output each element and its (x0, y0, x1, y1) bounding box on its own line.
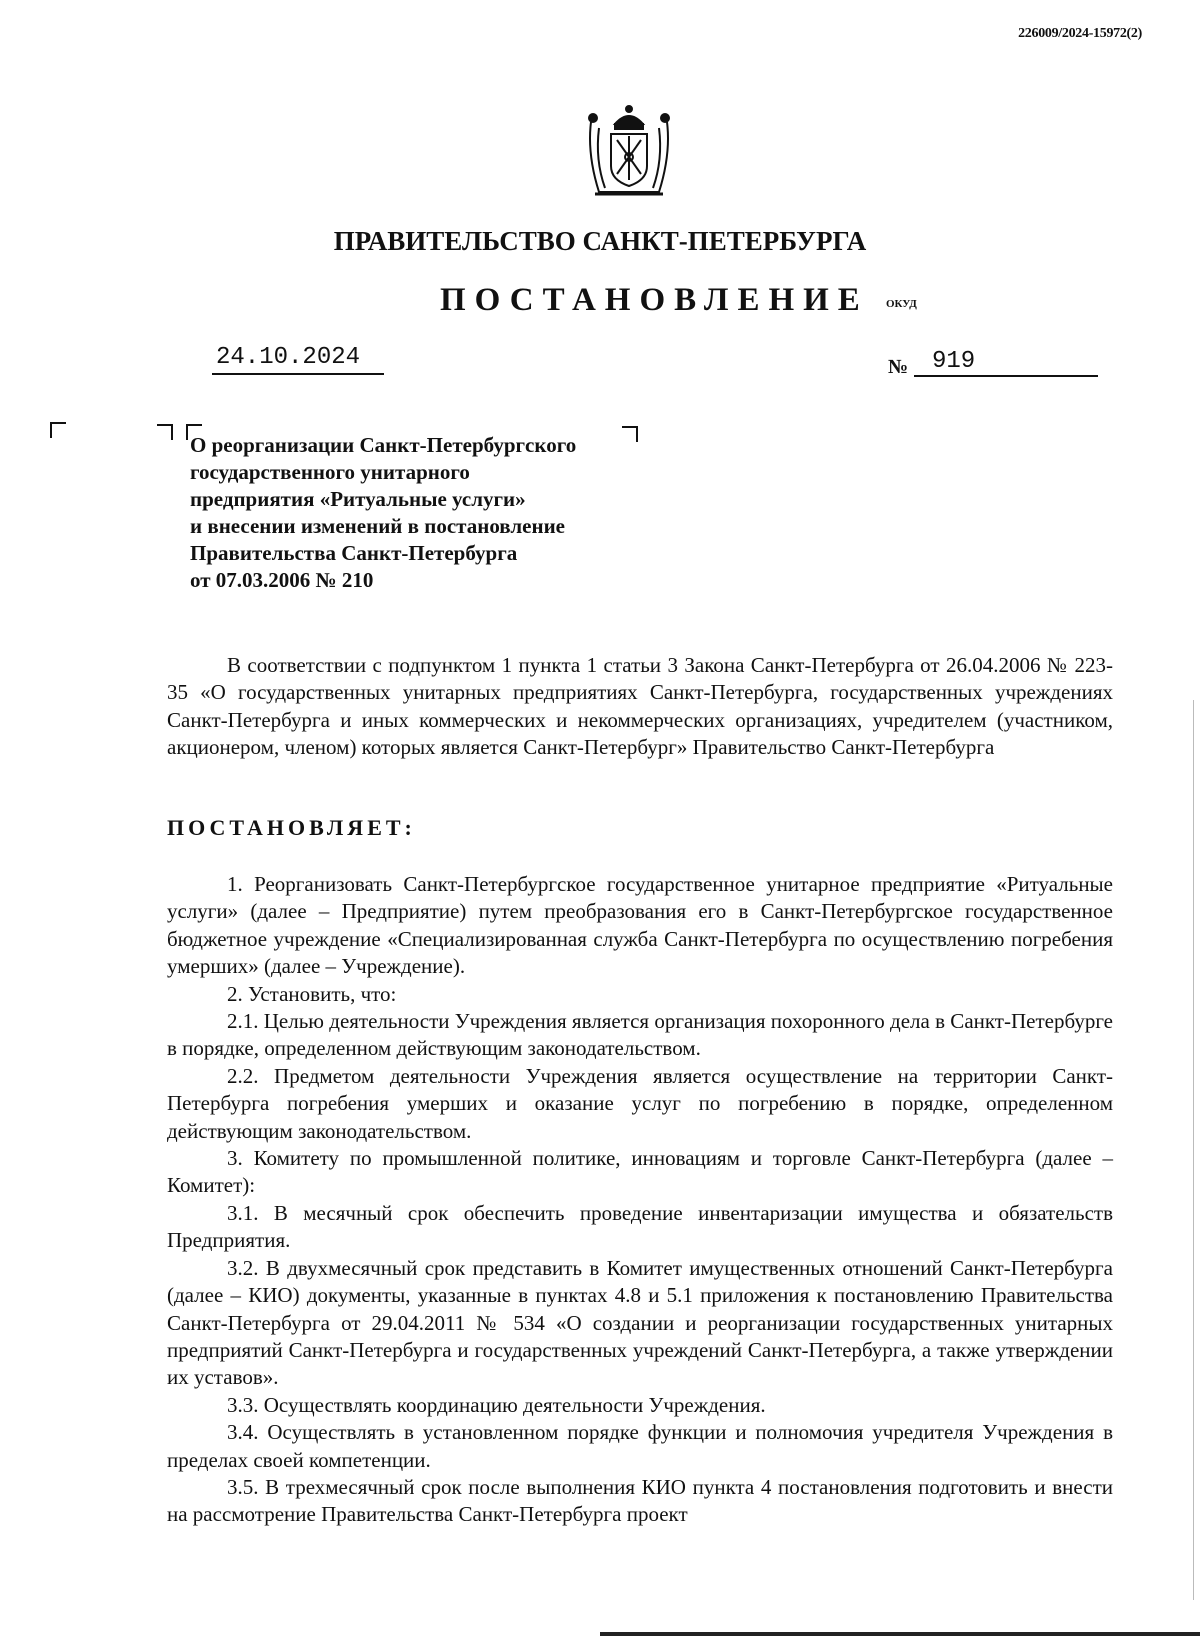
number-sign: № (888, 356, 909, 378)
subject-line: от 07.03.2006 № 210 (190, 568, 374, 592)
preamble (167, 652, 1113, 762)
decree-body (167, 871, 1113, 1529)
paragraph: 2. Установить, что: (227, 981, 397, 1006)
corner-mark (157, 424, 173, 440)
paragraph: 3.5. В трехмесячный срок после выполнения КИО пункта 4 постановления подготовить и внести на рассмотрение Правительства Санкт-Петербурга проект (167, 1474, 1113, 1527)
preamble-text: В соответствии с подпунктом 1 пункта 1 статьи 3 Закона Санкт-Петербурга от 26.04.2006 № 223-35 «О государственных унитарных предприятиях Санкт-Петербурга, государственных учреждениях Санкт-Петербурга и иных коммерческих и некоммерческих организациях, учредителем (участником, акционером, членом) которых является Санкт-Петербург» Правительство Санкт-Петербурга (167, 653, 1113, 760)
paragraph: 3.3. Осуществлять координацию деятельности Учреждения. (227, 1392, 766, 1417)
resolves-heading: ПОСТАНОВЛЯЕТ: (167, 815, 416, 840)
subject-line: и внесении изменений в постановление (190, 514, 565, 538)
paragraph: 1. Реорганизовать Санкт-Петербургское государственное унитарное предприятие «Ритуальные услуги» (далее – Предприятие) путем преобразования его в Санкт-Петербургское государственное бюджетное учреждение «Специализированная служба Санкт-Петербурга по осуществлению погребения умерших» (далее – Учреждение). (167, 872, 1113, 979)
paragraph: 3. Комитету по промышленной политике, инновациям и торговле Санкт-Петербурга (далее – Комитет): (167, 1146, 1113, 1198)
document-type-title: ПОСТАНОВЛЕНИЕ (440, 282, 869, 318)
subject-line: государственного унитарного (190, 460, 470, 484)
document-date: 24.10.2024 (212, 344, 384, 375)
scan-artifact-line (600, 1632, 1200, 1636)
scan-artifact-edge (1193, 700, 1194, 1600)
paragraph: 3.4. Осуществлять в установленном порядке функции и полномочия учредителя Учреждения в пределах своей компетенции. (167, 1420, 1113, 1472)
paragraph: 3.1. В месячный срок обеспечить проведение инвентаризации имущества и обязательств Предприятия. (167, 1200, 1113, 1253)
paragraph: 3.2. В двухмесячный срок представить в Комитет имущественных отношений Санкт-Петербурга (далее – КИО) документы, указанные в пунктах 4.8 и 5.1 приложения к постановлению Правительства Санкт-Петербурга от 29.04.2011 № 534 «О создании и реорганизации государственных унитарных предприятий Санкт-Петербурга и государственных учреждений Санкт-Петербурга, а также утверждении их уставов». (167, 1255, 1113, 1390)
document-number: 919 (914, 348, 1098, 377)
saint-petersburg-coat-of-arms-icon (585, 104, 673, 200)
subject-line: предприятия «Ритуальные услуги» (190, 487, 526, 511)
corner-mark (50, 422, 66, 438)
government-title: ПРАВИТЕЛЬСТВО САНКТ-ПЕТЕРБУРГА (333, 226, 867, 256)
okud-label: ОКУД (886, 298, 917, 310)
subject-line: О реорганизации Санкт-Петербургского (190, 433, 577, 457)
decree-subject (190, 432, 650, 594)
paragraph: 2.1. Целью деятельности Учреждения является организация похоронного дела в Санкт-Петербурге в порядке, определенном действующим законодательством. (167, 1009, 1113, 1061)
paragraph: 2.2. Предметом деятельности Учреждения является осуществление на территории Санкт-Петербурга погребения умерших и оказание услуг по погребению в порядке, определенном действующим законодательством. (167, 1063, 1113, 1143)
registration-number: 226009/2024-15972(2) (1018, 26, 1142, 41)
subject-line: Правительства Санкт-Петербурга (190, 541, 518, 565)
